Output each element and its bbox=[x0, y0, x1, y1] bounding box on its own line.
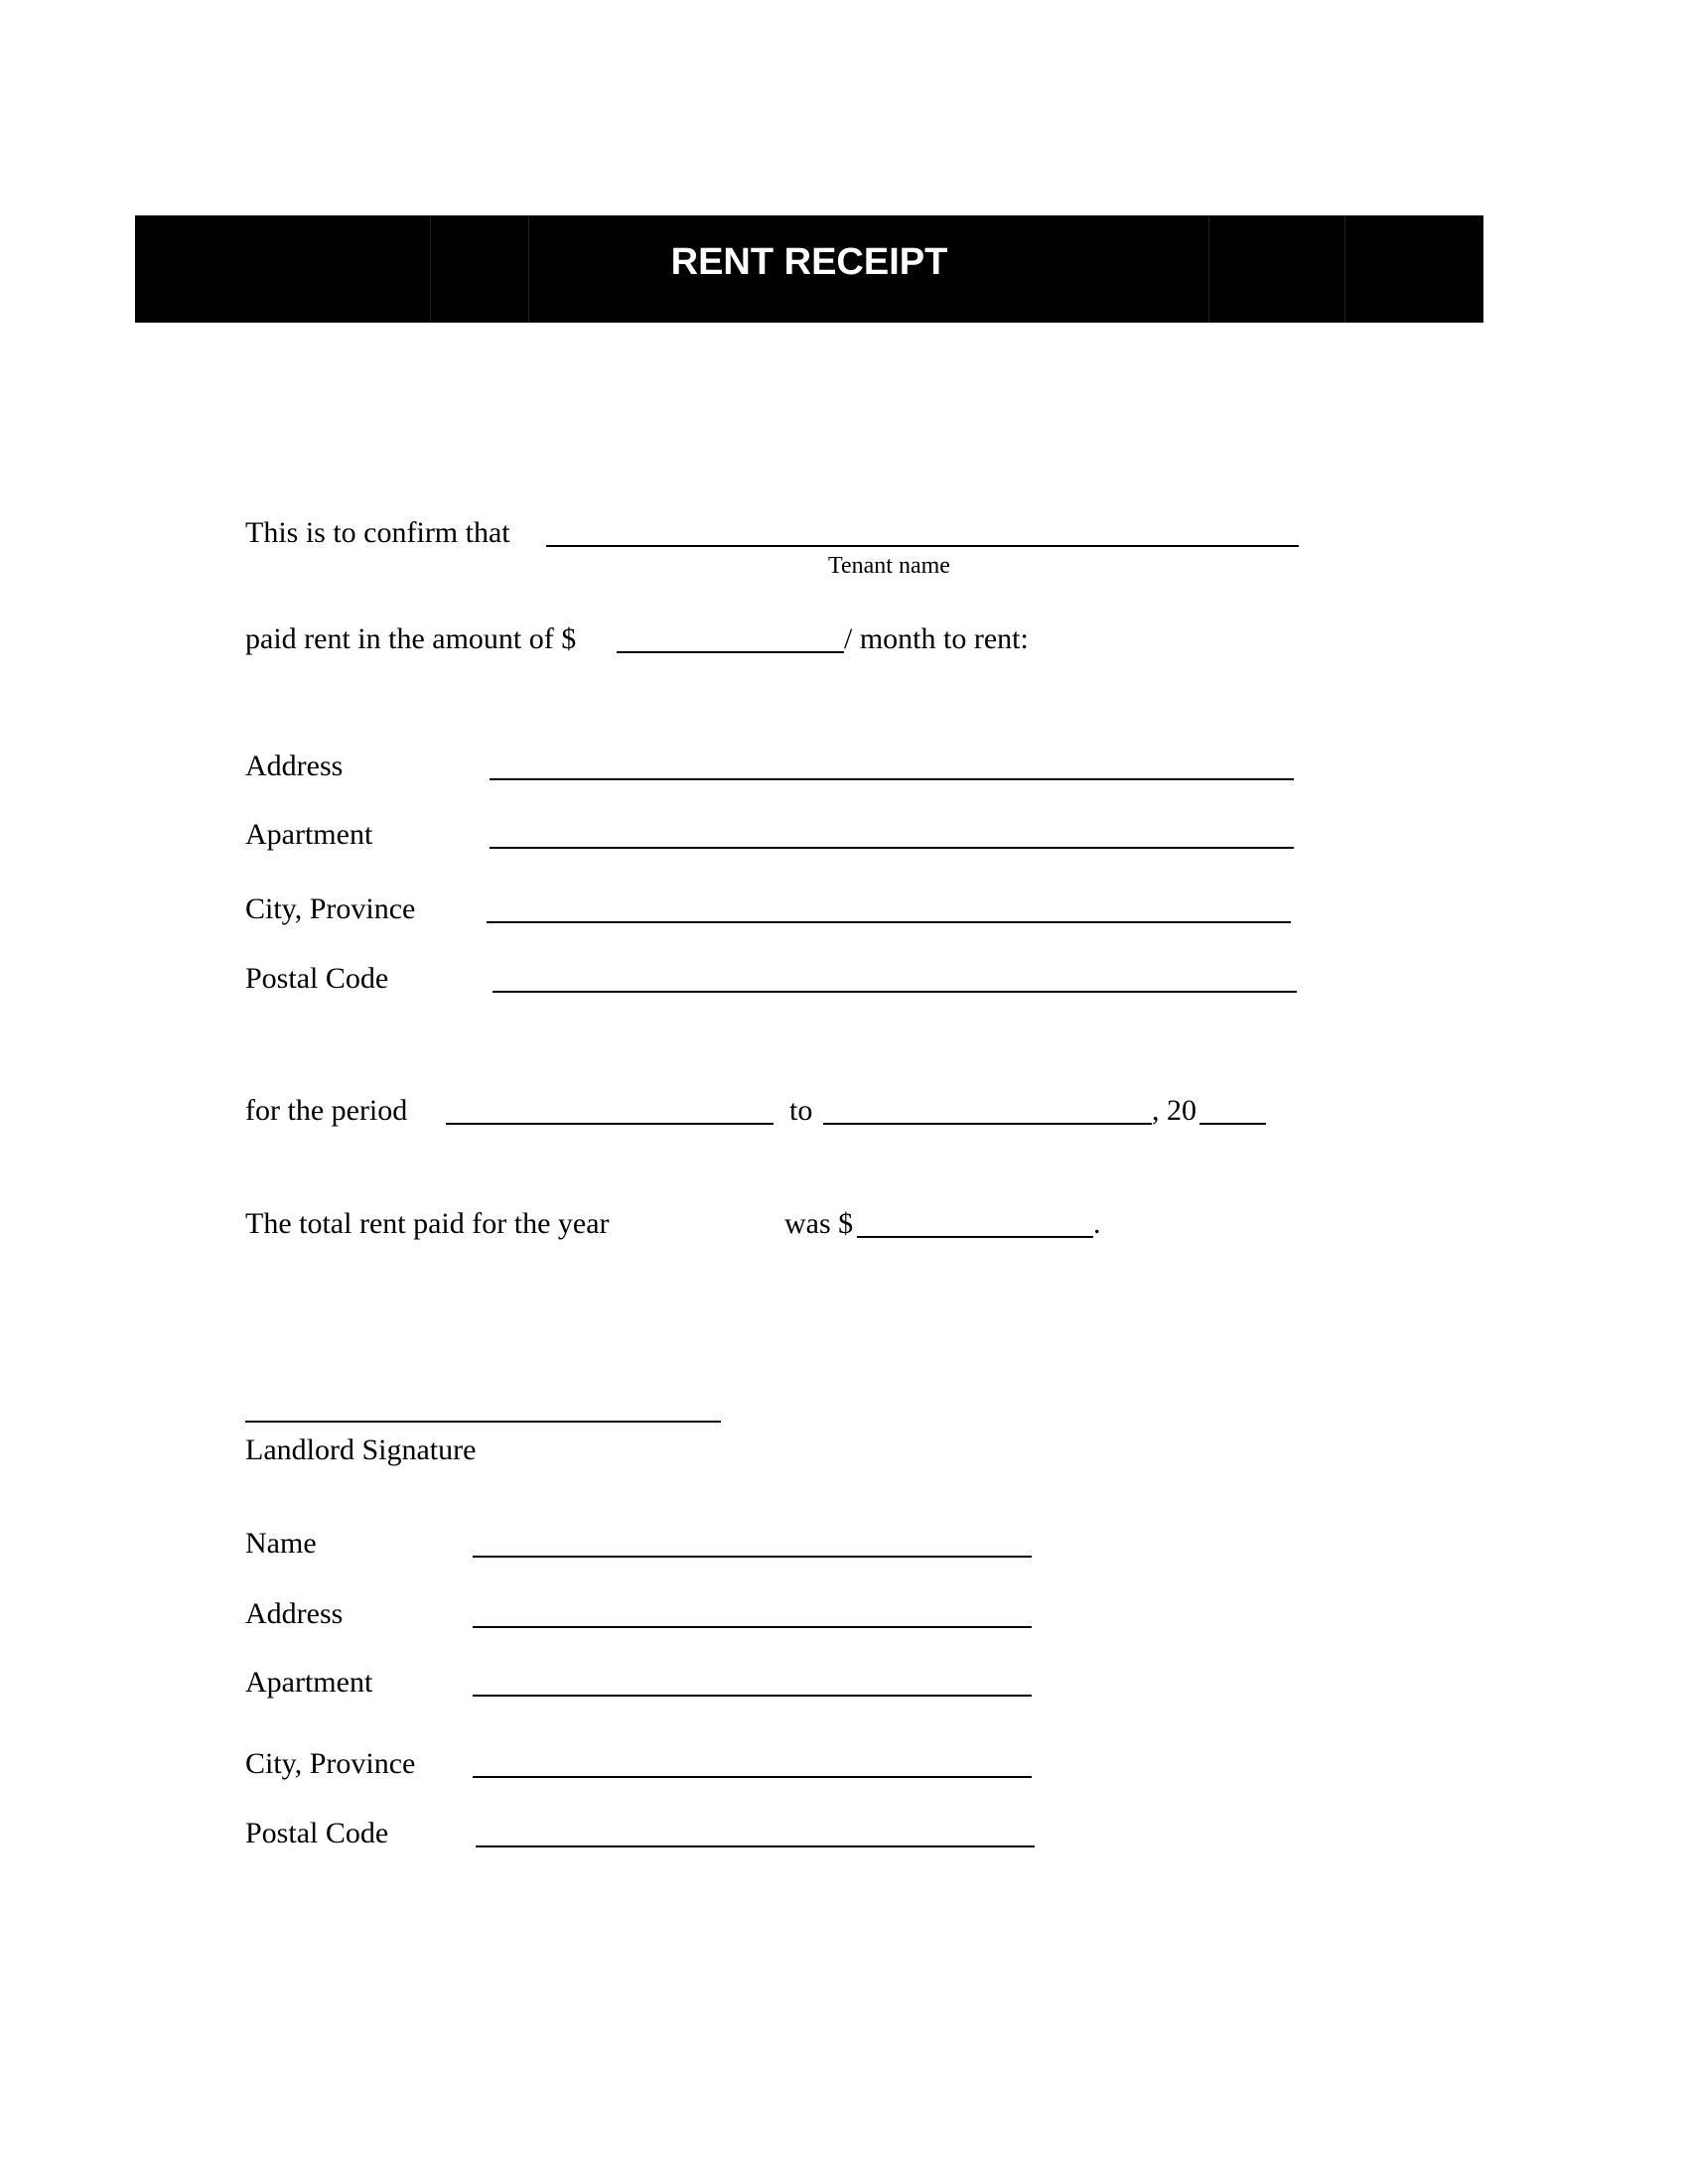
landlord-postal-label: Postal Code bbox=[245, 1817, 389, 1849]
amount-trail: / month to rent: bbox=[844, 622, 1029, 655]
total-period: . bbox=[1093, 1207, 1101, 1240]
property-apartment-label: Apartment bbox=[245, 818, 373, 851]
property-address-field[interactable] bbox=[490, 778, 1294, 780]
property-postal-field[interactable] bbox=[492, 991, 1297, 993]
monthly-amount-field[interactable] bbox=[617, 651, 844, 653]
header-bar bbox=[135, 215, 1483, 323]
amount-label: paid rent in the amount of $ bbox=[245, 622, 577, 655]
property-address-label: Address bbox=[245, 750, 344, 782]
year-prefix: , 20 bbox=[1152, 1094, 1196, 1127]
landlord-apartment-field[interactable] bbox=[473, 1695, 1032, 1697]
property-city-field[interactable] bbox=[487, 921, 1291, 923]
landlord-name-label: Name bbox=[245, 1527, 317, 1560]
signature-field[interactable] bbox=[245, 1421, 721, 1423]
property-apartment-field[interactable] bbox=[490, 847, 1294, 849]
property-postal-label: Postal Code bbox=[245, 962, 389, 995]
landlord-postal-field[interactable] bbox=[476, 1845, 1035, 1847]
total-was-label: was $ bbox=[784, 1207, 854, 1240]
landlord-address-label: Address bbox=[245, 1597, 344, 1630]
period-to-label: to bbox=[789, 1094, 813, 1127]
landlord-name-field[interactable] bbox=[473, 1556, 1032, 1558]
landlord-address-field[interactable] bbox=[473, 1626, 1032, 1628]
year-field[interactable] bbox=[1199, 1123, 1266, 1125]
signature-label: Landlord Signature bbox=[245, 1433, 477, 1466]
landlord-city-field[interactable] bbox=[473, 1776, 1032, 1778]
period-start-field[interactable] bbox=[446, 1123, 774, 1125]
tenant-name-field[interactable] bbox=[546, 545, 1299, 547]
landlord-city-label: City, Province bbox=[245, 1747, 416, 1780]
confirm-label: This is to confirm that bbox=[245, 516, 510, 549]
period-end-field[interactable] bbox=[823, 1123, 1152, 1125]
tenant-name-caption: Tenant name bbox=[828, 553, 950, 579]
page-title: RENT RECEIPT bbox=[670, 241, 948, 283]
period-label: for the period bbox=[245, 1094, 408, 1127]
property-city-label: City, Province bbox=[245, 892, 416, 925]
total-label: The total rent paid for the year bbox=[245, 1207, 610, 1240]
landlord-apartment-label: Apartment bbox=[245, 1666, 373, 1699]
total-amount-field[interactable] bbox=[857, 1236, 1093, 1238]
